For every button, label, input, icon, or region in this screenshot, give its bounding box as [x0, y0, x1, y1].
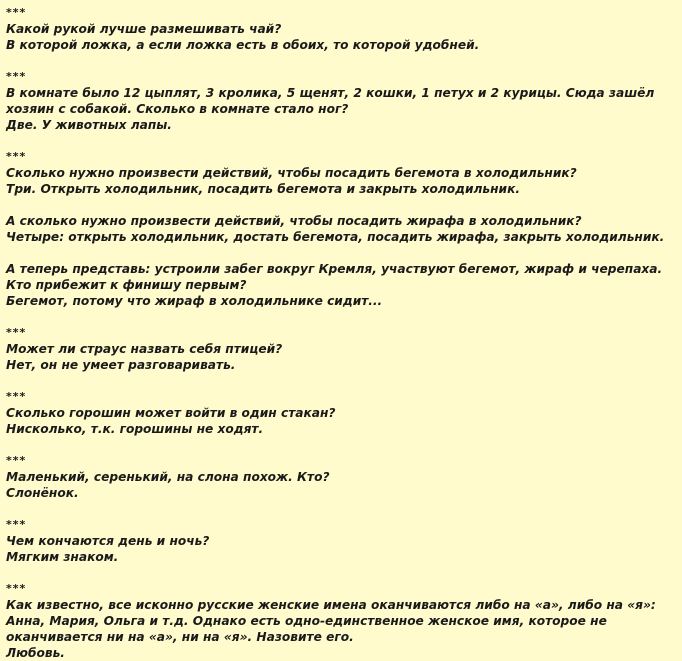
riddle-block [6, 581, 678, 661]
answer-text: Слонёнок. [6, 486, 79, 500]
riddle-block [6, 149, 678, 197]
separator: *** [6, 70, 27, 83]
question-text: А сколько нужно произвести действий, чтобы посадить жирафа в холодильник? [6, 214, 582, 228]
separator: *** [6, 518, 27, 531]
question-text: Как известно, все исконно русские женские имена оканчиваются либо на «а», либо на «я»: Анна, Мария, Ольга и т.д. Однако есть одно-единственное женское имя, которое не оканчивается ни на «а», ни на «я». Назовите его. [6, 598, 656, 644]
riddle-block [6, 5, 678, 53]
question-text: Сколько горошин может войти в один стакан? [6, 406, 336, 420]
question-text: Маленький, серенький, на слона похож. Кто? [6, 470, 330, 484]
riddle-block [6, 325, 678, 373]
question-text: Сколько нужно произвести действий, чтобы посадить бегемота в холодильник? [6, 166, 577, 180]
question-text: Может ли страус назвать себя птицей? [6, 342, 283, 356]
riddle-block [6, 453, 678, 501]
question-text: В комнате было 12 цыплят, 3 кролика, 5 щенят, 2 кошки, 1 петух и 2 курицы. Сюда зашёл хозяин с собакой. Сколько в комнате стало ног? [6, 86, 655, 116]
riddle-block [6, 389, 678, 437]
answer-text: Бегемот, потому что жираф в холодильнике сидит... [6, 294, 383, 308]
riddle-block [6, 213, 678, 245]
riddle-block [6, 69, 678, 133]
separator: *** [6, 390, 27, 403]
answer-text: Нет, он не умеет разговаривать. [6, 358, 236, 372]
answer-text: Мягким знаком. [6, 550, 119, 564]
riddle-block [6, 261, 678, 309]
separator: *** [6, 6, 27, 19]
answer-text: В которой ложка, а если ложка есть в обоих, то которой удобней. [6, 38, 480, 52]
separator: *** [6, 582, 27, 595]
answer-text: Четыре: открыть холодильник, достать бегемота, посадить жирафа, закрыть холодильник. [6, 230, 665, 244]
answer-text: Любовь. [6, 646, 65, 660]
separator: *** [6, 326, 27, 339]
separator: *** [6, 150, 27, 163]
answer-text: Нисколько, т.к. горошины не ходят. [6, 422, 264, 436]
question-text: Какой рукой лучше размешивать чай? [6, 22, 282, 36]
separator: *** [6, 454, 27, 467]
riddle-block [6, 517, 678, 565]
question-text: А теперь представь: устроили забег вокруг Кремля, участвуют бегемот, жираф и черепаха. Кто прибежит к финишу первым? [6, 262, 663, 292]
answer-text: Три. Открыть холодильник, посадить бегемота и закрыть холодильник. [6, 182, 520, 196]
question-text: Чем кончаются день и ночь? [6, 534, 210, 548]
answer-text: Две. У животных лапы. [6, 118, 172, 132]
